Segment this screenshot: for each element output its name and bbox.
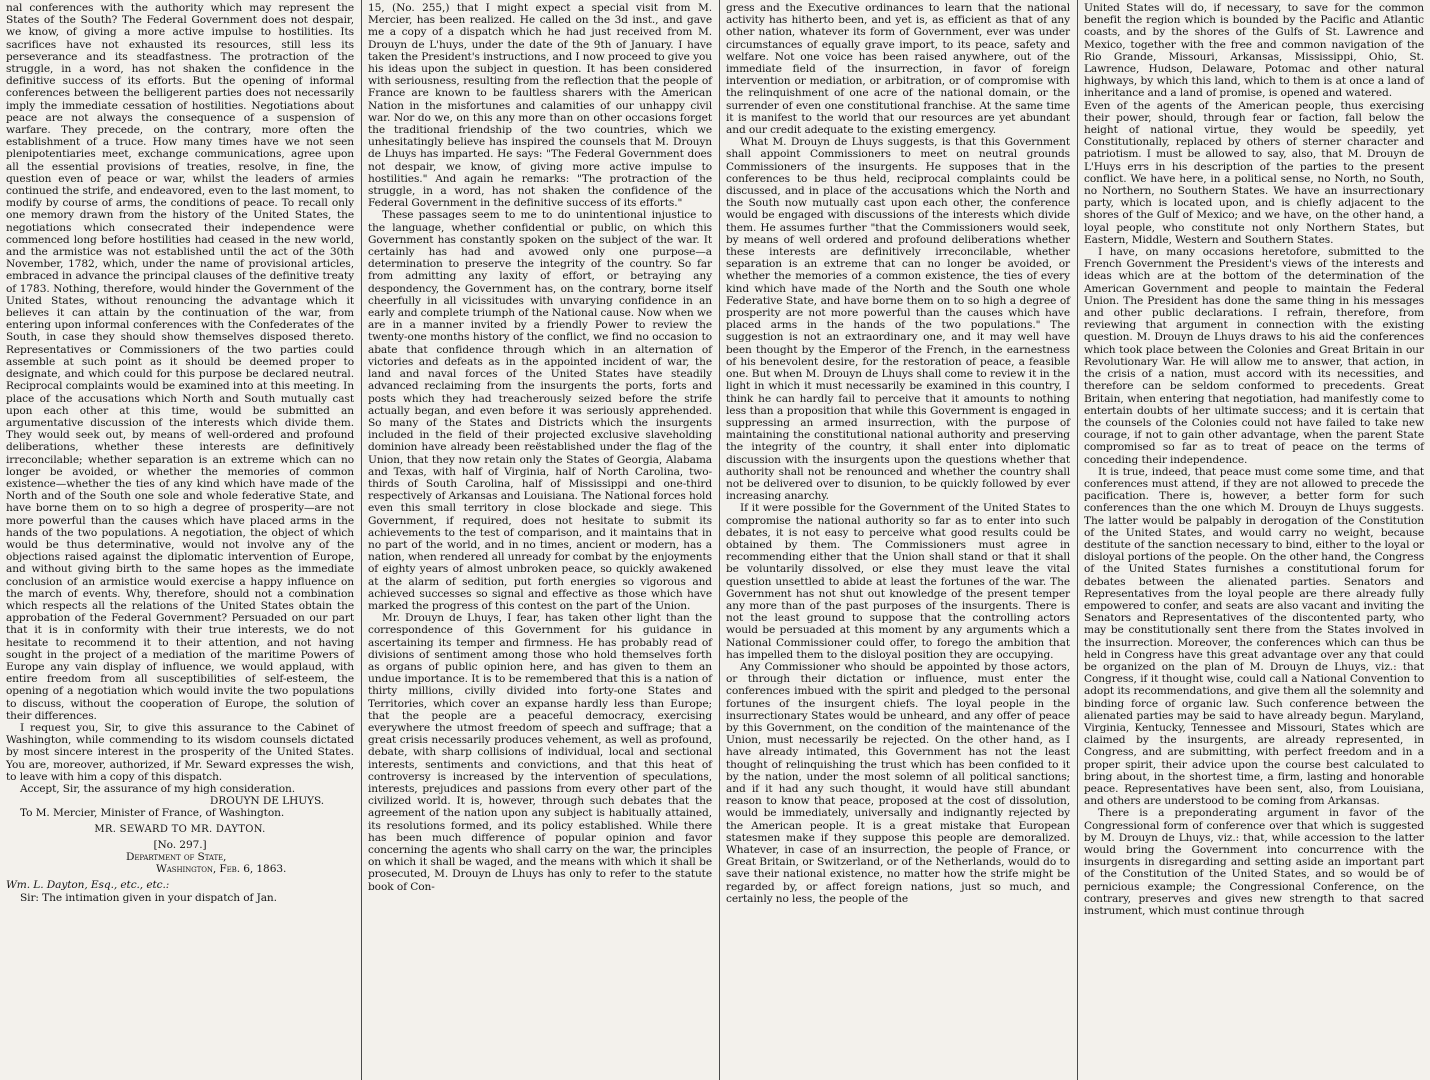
column-3 (720, 0, 1076, 1080)
salutation-line: Sir: The intimation given in your dispatch of Jan. (20, 891, 277, 904)
column-1 (0, 0, 360, 1080)
paragraph: What M. Drouyn de Lhuys suggests, is that this Government shall appoint Commissioners to meet on neutral grounds Commissioners of the insurgents. He supposes that in the conferences to be thus held, reciprocal complaints could be discussed, and in place of the accusations which the North and the South now mutually cast upon each other, the conference would be engaged with discussions of the interests which divide them. He assumes further "that the Commissioners would seek, by means of well ordered and profound deliberations whether these interests are definitively irreconcilable, whether separation is an extreme that can no longer be avoided, or whether the memories of a common existence, the ties of every kind which have made of the North and the South one whole Federative State, and have borne them on to so high a degree of prosperity are not more powerful than the causes which have placed arms in the hands of the two populations." The suggestion is not an extraordinary one, and it may well have been thought by the Emperor of the French, in the earnestness of his benevolent desire, for the restoration of peace, a feasible one. But when M. Drouyn de Lhuys shall come to review it in the light in which it must necessarily be examined in this country, I think he can hardly fail to perceive that it amounts to nothing less than a proposition that while this Government is engaged in suppressing an armed insurrection, with the purpose of maintaining the constitutional national authority and preserving the integrity of the country, it shall enter into diplomatic discussion with the insurgents upon the questions whether that authority shall not be renounced and whether the country shall not be delivered over to disunion, to be quickly followed by ever increasing anarchy. (726, 136, 1070, 503)
section-heading: MR. SEWARD TO MR. DAYTON. (94, 823, 266, 835)
paragraph: It is true, indeed, that peace must come some time, and that conferences must attend, if they are not allowed to precede the pacification. There is, however, a better form for such conferences than the one which M. Drouyn de Lhuys suggests. The latter would be palpably in derogation of the Constitution of the United States, and would carry no weight, because destitute of the sanction necessary to bind, either to the loyal or disloyal portions of the people. On the other hand, the Congress of the United States furnishes a constitutional forum for debates between the alienated parties. Senators and Representatives from the loyal people are there already fully empowered to confer, and seats are also vacant and inviting the Senators and Representatives of the discontented party, who may be constitutionally sent there from the States involved in the insurrection. Moreover, the conferences which can thus be held in Congress have this great advantage over any that could be organized on the plan of M. Drouyn de Lhuys, viz.: that Congress, if it thought wise, could call a National Convention to adopt its recommendations, and give them all the solemnity and binding force of organic law. Such conference between the alienated parties may be said to have already begun. Maryland, Virginia, Kentucky, Tennessee and Missouri, States which are claimed by the insurgents, are already represented, in Congress, and are submitting, with perfect freedom and in a proper spirit, their advice upon the course best calculated to bring about, in the shortest time, a firm, lasting and honorable peace. Representatives have been sent, also, from Louisiana, and others are understood to be coming from Arkansas. (1084, 465, 1424, 808)
column-2 (362, 0, 718, 1080)
column-4 (1078, 0, 1430, 1080)
paragraph: If it were possible for the Government of the United States to compromise the national authority so far as to enter into such debates, it is not easy to perceive what good results could be obtained by them. The Commissioners must agree in recommending either that the Union shall stand or that it shall be voluntarily dissolved, or else they must leave the vital question unsettled to abide at least the fortunes of the war. The Government has not shut out knowledge of the present temper any more than of the past purposes of the insurgents. There is not the least ground to suppose that the controlling actors would be persuaded at this moment by any arguments which a National Commissioner could offer, to forego the ambition that has impelled them to the disloyal position they are occupying. (726, 502, 1070, 661)
signature: DROUYN DE LHUYS. (209, 795, 324, 808)
paragraph: United States will do, if necessary, to save for the common benefit the region which is bounded by the Pacific and Atlantic coasts, and by the shores of the Gulfs of St. Lawrence and Mexico, together with the free and common navigation of the Rio Grande, Missouri, Arkansas, Mississippi, Ohio, St. Lawrence, Hudson, Delaware, Potomac and other natural highways, by which this land, which to them is at once a land of inheritance and a land of promise, is opened and watered. (1084, 2, 1424, 100)
paragraph: I have, on many occasions heretofore, submitted to the French Government the President's views of the interests and ideas which are at the bottom of the determination of the American Government and people to maintain the Federal Union. The President has done the same thing in his messages and other public declarations. I refrain, therefore, from reviewing that argument in connection with the existing question. M. Drouyn de Lhuys draws to his aid the conferences which took place between the Colonies and Great Britain in our Revolutionary War. He will allow me to answer, that action, in the crisis of a nation, must accord with its necessities, and therefore can be seldom conformed to precedents. Great Britain, when entering that negotiation, had manifestly come to entertain doubts of her ultimate success; and it is certain that the counsels of the Colonies could not have failed to take new courage, if not to gain other advantage, when the parent State compromised so far as to treat of peace on the terms of conceding their independence. (1084, 246, 1424, 466)
paragraph: Even of the agents of the American people, thus exercising their power, should, through fear or faction, fall below the height of national virtue, they would be speedily, yet Constitutionally, replaced by others of sterner character and patriotism. I must be allowed to say, also, that M. Drouyn de L'Huys errs in his description of the parties to the present conflict. We have here, in a political sense, no North, no South, no Northern, no Southern States. We have an insurrectionary party, which is located upon, and is chiefly adjacent to the shores of the Gulf of Mexico; and we have, on the other hand, a loyal people, who constitute not only Northern States, but Eastern, Middle, Western and Southern States. (1084, 99, 1424, 246)
paragraph: nal conferences with the authority which may represent the States of the South? The Federal Government does not despair, we know, of giving a more active impulse to hostilities. Its sacrifices have not exhausted its resources, still less its perseverance and its steadfastness. The protraction of the struggle, in a word, has not shaken the confidence in the definitive success of its efforts. But the opening of informal conferences between the belligerent parties does not necessarily imply the immediate cessation of hostilities. Negotiations about peace are not always the consequence of a suspension of warfare. They precede, on the contrary, more often the establishment of a truce. How many times have we not seen plenipotentiaries meet, exchange communications, agree upon all the essential provisions of treaties, resolve, in fine, the question even of peace or war, whilst the leaders of armies continued the strife, and endeavored, even to the last moment, to modify by course of arms, the conditions of peace. To recall only one memory drawn from the history of the United States, the negotiations which consecrated their independence were commenced long before hostilities had ceased in the new world, and the armistice was not established until the act of the 30th November, 1782, which, under the name of provisional articles, embraced in advance the principal clauses of the definitive treaty of 1783. Nothing, therefore, would hinder the Government of the United States, without renouncing the advantage which it believes it can attain by the continuation of the war, from entering upon informal conferences with the Confederates of the South, in case they should show themselves disposed thereto. Representatives or Commissioners of the two parties could assemble at such point as it should be deemed proper to designate, and which could for this purpose be declared neutral. Reciprocal complaints would be examined into at this meeting. In place of the accusations which North and South mutually cast upon each other at this time, would be submitted an argumentative discussion of the interests which divide them. They would seek out, by means of well-ordered and profound deliberations, whether these interests are definitively irreconcilable; whether separation is an extreme which can no longer be avoided, or whether the memories of common existence—whether the ties of any kind which have made of the North and of the South one sole and whole federative State, and have borne them on to so high a degree of prosperity—are not more powerful than the causes which have placed arms in the hands of the two populations. A negotiation, the object of which would be thus determinative, would not involve any of the objections raised against the diplomatic intervention of Europe, and without giving birth to the same hopes as the immediate conclusion of an armistice would exercise a happy influence on the march of events. Why, therefore, should not a combination which respects all the relations of the United States obtain the approbation of the Federal Government? Persuaded on our part that it is in conformity with their true interests, we do not hesitate to recommend it to their attention, and not having sought in the project of a mediation of the maritime Powers of Europe any vain display of influence, we would applaud, with entire freedom from all susceptibilities of self-esteem, the opening of a negotiation which would invite the two populations to discuss, without the cooperation of Europe, the solution of their differences. (6, 2, 354, 722)
paragraph: Mr. Drouyn de Lhuys, I fear, has taken other light than the correspondence of this Government for his guidance in ascertaining its temper and firmness. He has probably read of divisions of sentiment among those who hold themselves forth as organs of public opinion here, and has given to them an undue importance. It is to be remembered that this is a nation of thirty millions, civilly divided into forty-one States and Territories, which cover an expanse hardly less than Europe; that the people are a peaceful democracy, exercising everywhere the utmost freedom of speech and suffrage; that a great crisis necessarily produces vehement, as well as profound, debate, with sharp collisions of individual, local and sectional interests, sentiments and convictions, and that this heat of controversy is increased by the intervention of speculations, interests, prejudices and passions from every other part of the civilized world. It is, however, through such debates that the agreement of the nation upon any subject is habitually attained, its resolutions formed, and its policy established. While there has been much difference of popular opinion and favor concerning the agents who shall carry on the war, the principles on which it shall be waged, and the means with which it shall be prosecuted, M. Drouyn de Lhuys has only to refer to the statute book of Con- (368, 612, 712, 893)
paragraph: Accept, Sir, the assurance of my high consideration. (20, 783, 295, 795)
paragraph: There is a preponderating argument in favor of the Congressional form of conference over that which is suggested by M. Drouyn de Lhuys, viz.: that, while accession to the latter would bring the Government into concurrence with the insurgents in disregarding and setting aside an important part of the Constitution of the United States, and so would be of pernicious example; the Congressional Conference, on the contrary, preserves and gives new strength to that sacred instrument, which must continue through (1084, 807, 1424, 918)
recipient-line: To M. Mercier, Minister of France, of Washington. (20, 807, 285, 820)
date-line: Washington, Feb. 6, 1863. (156, 863, 287, 876)
address-line: Wm. L. Dayton, Esq., etc., etc.: (6, 879, 170, 892)
paragraph: I request you, Sir, to give this assurance to the Cabinet of Washington, while commending to its wisdom counsels dictated by most sincere interest in the prosperity of the United States. You are, moreover, authorized, if Mr. Seward expresses the wish, to leave with him a copy of this dispatch. (6, 721, 354, 783)
dispatch-number: [No. 297.] (153, 838, 207, 851)
department-line: Department of State, (126, 851, 227, 864)
paragraph: 15, (No. 255,) that I might expect a special visit from M. Mercier, has been realized. He called on the 3d inst., and gave me a copy of a dispatch which he had just received from M. Drouyn de L'huys, under the date of the 9th of January. I have taken the President's instructions, and I now proceed to give you his ideas upon the subject in question. It has been considered with seriousness, resulting from the reflection that the people of France are known to be faultless sharers with the American Nation in the misfortunes and calamities of our unhappy civil war. Nor do we, on this any more than on other occasions forget the traditional friendship of the two countries, which we unhesitatingly believe has inspired the counsels that M. Drouyn de Lhuys has imparted. He says: "The Federal Government does not despair, we know, of giving more active impulse to hostilities." And again he remarks: "The protraction of the struggle, in a word, has not shaken the confidence of the Federal Government in the definitive success of its efforts." (368, 2, 712, 210)
paragraph: These passages seem to me to do unintentional injustice to the language, whether confidential or public, on which this Government has constantly spoken on the subject of the war. It certainly has had and avowed only one purpose—a determination to preserve the integrity of the country. So far from admitting any laxity of effort, or betraying any despondency, the Government has, on the contrary, borne itself cheerfully in all vicissitudes with unvarying confidence in an early and complete triumph of the National cause. Now when we are in a manner invited by a friendly Power to review the twenty-one months history of the conflict, we find no occasion to abate that confidence through which in an alternation of victories and defeats as in the appointed incident of war, the land and naval forces of the United States have steadily advanced reclaiming from the insurgents the ports, forts and posts which they had treacherously seized before the strife actually began, and even before it was seriously apprehended. So many of the States and Districts which the insurgents included in the field of their projected exclusive slaveholding dominion have already been reëstablished under the flag of the Union, that they now retain only the States of Georgia, Alabama and Texas, with half of Virginia, half of North Carolina, two-thirds of South Carolina, half of Mississippi and one-third respectively of Arkansas and Louisiana. The National forces hold even this small territory in close blockade and siege. This Government, if required, does not hesitate to submit its achievements to the test of comparison, and it maintains that in no part of the world, and in no times, ancient or modern, has a nation, when rendered all unready for combat by the enjoyments of eighty years of almost unbroken peace, so quickly awakened at the alarm of sedition, put forth energies so vigorous and achieved successes so signal and effective as those which have marked the progress of this contest on the part of the Union. (368, 209, 712, 612)
paragraph: gress and the Executive ordinances to learn that the national activity has hitherto been, and yet is, as efficient as that of any other nation, whatever its form of Government, ever was under circumstances of equally grave import, to its peace, safety and welfare. Not one voice has been raised anywhere, out of the immediate field of the insurrection, in favor of foreign intervention or mediation, or arbitration, or of compromise with the relinquishment of one acre of the national domain, or the surrender of even one constitutional franchise. At the same time it is manifest to the world that our resources are yet abundant and our credit adequate to the existing emergency. (726, 2, 1070, 137)
paragraph: Any Commissioner who should be appointed by those actors, or through their dictation or influence, must enter the conferences imbued with the spirit and pledged to the personal fortunes of the insurgent chiefs. The loyal people in the insurrectionary States would be unheard, and any offer of peace by this Government, on the condition of the maintenance of the Union, must necessarily be rejected. On the other hand, as I have already intimated, this Government has not the least thought of relinquishing the trust which has been confided to it by the nation, under the most solemn of all political sanctions; and if it had any such thought, it would have still abundant reason to know that peace, proposed at the cost of dissolution, would be immediately, universally and indignantly rejected by the American people. It is a great mistake that European statesmen make if they suppose this people are demoralized. Whatever, in case of an insurrection, the people of France, or Great Britain, or Switzerland, or of the Netherlands, would do to save their national existence, no matter how the strife might be regarded by, or affect foreign nations, just so much, and certainly no less, the people of the (726, 660, 1070, 905)
